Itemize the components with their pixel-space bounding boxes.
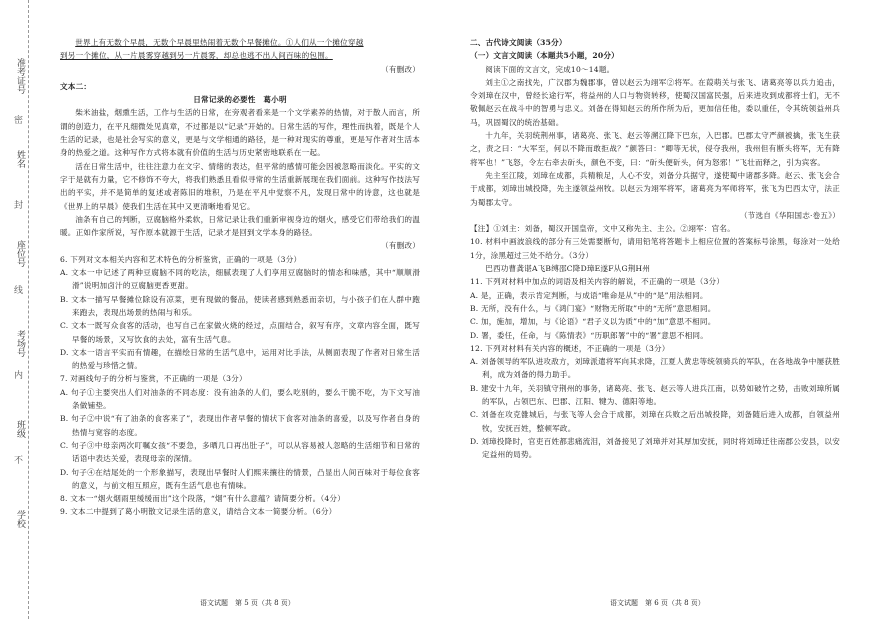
binding-label: 座位号	[15, 240, 25, 267]
q11-option: A. 是，正确，表示肯定判断，与成语“唯命是从”中的“是”用法相同。	[470, 290, 708, 300]
binding-label: 班级	[15, 420, 25, 438]
q7-option: A. 句子①主要突出人们对油条的不同态度：没有油条的人们，要么吃别的，要么干脆不吃，为下文写油条做铺垫。	[60, 387, 420, 411]
q11-option: B. 无所，没有什么，与《鸿门宴》“财物无所取”中的“无所”意思相同。	[470, 303, 716, 313]
text2-paragraph: 油条有自己的判断，豆腐脑格外柔软，日常记录让我们重新审视身边的烟火，感受它们带给我们的温暖。正如作家所说，写作原本就源于生活，记录才是回到文学本身的路径。	[60, 214, 420, 238]
section-title: 二、古代诗文阅读（35分）	[470, 38, 567, 47]
binding-label: 准考证号	[15, 58, 25, 94]
seal-char: 不	[12, 455, 22, 464]
left-footer: 语文试题 第 5 页（共 8 页）	[200, 599, 295, 607]
question-9: 9. 文本二中提到了葛小明散文记录生活的意义，请结合文本一简要分析。（6分）	[60, 507, 337, 517]
binding-label: 学校	[15, 510, 25, 528]
text2-paragraph: 柴米油盐，烟熏生活，工作与生活的日常，在旁观者看来是一个文学素养的热情，对于散人而言，所谓的创造力，在平凡细微处见真章，不过都是以“记录”开始的。日常生活的写作，理性而执着，既是个人生活的记录，也是社会写实的意义，更是与文学相通的路径，是一种对现实的尊重，更是写作者对生活本身的热爱之道。这种写作方式将本就有价值的生活与历史紧密地联系在一起。	[60, 108, 420, 158]
text1-note: （有删改）	[381, 64, 420, 74]
question-8: 8. 文本一“烟火烟雨里缓缓而出”这个段落，“烟”有什么意蕴？请简要分析。（4分）	[60, 494, 346, 504]
classical-paragraph: 十九年，关羽统荆州事，诸葛亮、张飞、赵云等溯江降下巴东，入巴郡。巴郡太守严颜被擒，张飞生获之，责之曰：“大军至，何以不降而敢拒战？”颜答曰：“卿等无状，侵夺我州，我州但有断头将军，无有降将军也！”飞怒，令左右牵去斫头，颜色不变，曰：“斫头便斫头，何为怒邪！”飞壮而释之，引为宾客。	[470, 131, 840, 167]
binding-label: 考场号	[15, 330, 25, 357]
text2-note: （有删改）	[381, 241, 420, 251]
classical-paragraph: 先主至江陵，刘璋在成都，兵精粮足，人心不安，刘备分兵据守，遂使蜀中诸郡多降。赵云、张飞会合于成都，刘璋出城投降，先主遂领益州牧。以赵云为翊军将军，诸葛亮为军师将军，张飞为巴西太守，法正为蜀郡太守。	[470, 170, 840, 207]
question-7: 7. 对画线句子的分析与鉴赏，不正确的一项是（3分）	[60, 374, 247, 384]
annotation-note: 【注】①刘主：刘备，蜀汉开国皇帝，文中又称先主、主公。②翊军：官名。	[470, 224, 735, 234]
q12-option: D. 刘璋投降时，官吏百姓都悲痛流泪，刘备接见了刘璋并对其厚加安抚，同时将刘璋迁往南郡公安县，以安定益州的局势。	[470, 436, 840, 460]
q11-option: D. 署，委任，任命，与《陈情表》“历职郎署”中的“署”意思不相同。	[470, 330, 709, 340]
binding-margin	[0, 0, 29, 619]
text2-label: 文本二：	[60, 81, 92, 91]
seal-char: 封	[12, 200, 22, 209]
q10-sentence: 巴西功曹龚谌A飞B缚邵C降D璋E遂F从G荆H州	[485, 264, 651, 274]
text2-title: 日常记录的必要性 葛小明	[193, 95, 287, 105]
source-note: （节选自《华阳国志·卷五》）	[739, 210, 840, 220]
left-page	[60, 36, 420, 519]
q6-option: D. 文本一语言平实而有情趣，在描绘日常的生活气息中，运用对比手法，从侧面表现了作者对日常生活的热爱与珍惜之情。	[60, 347, 420, 371]
q6-option: A. 文本一中记述了两种豆腐脑不同的吃法，细腻表现了人们享用豆腐脑时的情态和味感，其中“顺顺滑滑”说明加卤汁的豆腐脑更香更甜。	[60, 268, 420, 291]
text2-paragraph: 活在日常生活中，往往注意力在文字、情绪的表达，但平常的感情可能会因被忽略而淡化。平实的文字于是就有力量，它不修饰不夸大，将我们熟悉且看似寻常的生活重新展现在我们面前。这种写作技法写出的平实，并不是简单的复述或者陈旧的堆积，乃是在平凡中觉察不凡，发现日常中的诗意，这也就是《世界上的早晨》使我们生活在其中又更清晰地看见它。	[60, 161, 420, 211]
question-6: 6. 下列对文本相关内容和艺术特色的分析鉴赏，正确的一项是（3分）	[60, 254, 302, 264]
q11-option: C. 加，施加，增加，与《论语》“君子义以为质”中的“加”意思不相同。	[470, 317, 716, 327]
seal-char: 内	[12, 370, 22, 379]
question-12: 12. 下列对材料有关内容的概述，不正确的一项是（3分）	[470, 343, 670, 353]
right-footer: 语文试题 第 6 页（共 8 页）	[610, 599, 705, 607]
q7-option: D. 句子④在结尾处的一个形象描写，表现出早餐时人们熙来攘往的情景，凸显出人间百味对于每位食客的意义，与前文相互照应，既有生活气息也有情味。	[60, 467, 420, 490]
q12-option: B. 建安十九年，关羽镇守荆州的事务，诸葛亮、张飞、赵云等人进兵江南，以势如破竹之势，击败刘璋所属的军队，占领巴东、巴郡、江阳、犍为、德阳等地。	[470, 383, 840, 407]
q7-option: C. 句子③中母亲两次叮嘱女孩“不要急，多晒几口再出肚子”，可以从容易被人忽略的生活细节和日常的话语中表达关爱，表现母亲的深情。	[60, 440, 420, 464]
q7-option: B. 句子②中说“有了油条的食客来了”，表现出作者早餐的情状下食客对油条的喜爱，以及写作者自身的热情与宽容的态度。	[60, 414, 420, 437]
text1-line: 世界上有无数个早晨，无数个早晨里热闹着无数个早餐摊位。①人们从一个摊位穿越	[75, 38, 364, 47]
classical-paragraph: 刘主①之南找先，广汉郡为魏郡事，曾以赵云为翊军②将军。在葭萌关与张飞、诸葛亮等以兵力追击，令刘璋在汉中，曾经长途行军，将益州的人口与物资转移，使蜀汉国富民强，后来进攻到成都将士们，无不敬佩赵云在战斗中的智勇与忠义。刘备在得知赵云的所作所为后，更加信任他，委以重任，令其统领益州兵马，巩固蜀汉的统治基础。	[470, 77, 840, 127]
instructions: 阅读下面的文言文，完成10～14题。	[485, 64, 615, 74]
text1-line: 到另一个摊位，从一片晨雾穿越到另一片晨雾，却总也逃不出人间百味的包围。	[60, 51, 333, 61]
q6-option: C. 文本一既写众食客的活动，也写自己在家做火烧的经过，点面结合，叙写有序，文章内容全面，既写早餐的场景，又写饮食的去处，富有生活气息。	[60, 321, 420, 344]
subsection-title: （一）文言文阅读（本题共5小题，20分）	[470, 51, 619, 61]
q12-option: C. 刘备在攻克雒城后，与张飞等人会合于成都，刘璋在兵败之后出城投降，刘备随后进入成都，自领益州牧，安抚百姓，整顿军政。	[470, 410, 840, 433]
seal-char: 密	[12, 115, 22, 124]
question-11: 11. 下列对材料中加点的词语及相关内容的解说，不正确的一项是（3分）	[470, 277, 725, 287]
right-page	[470, 36, 840, 462]
q6-option: B. 文本一描写早餐摊位除设有凉菜，更有现做的餐品，使读者感到熟悉而亲切，与小孩子们在人群中跑来跑去，表现出场景的热闹与和乐。	[60, 294, 420, 317]
q12-option: A. 刘备领导的军队进攻敌方，刘璋派遣将军向其求降，江夏人黄忠等统领骑兵的军队，在各地战争中屡获胜利，成为刘备的得力助手。	[470, 357, 840, 380]
binding-label: 姓名	[15, 150, 25, 168]
question-10: 10. 材料中画波浪线的部分有三处需要断句，请用铅笔将答题卡上相应位置的答案标号涂黑，每涂对一处给1分，涂黑超过三处不给分。（3分）	[470, 237, 840, 260]
seal-char: 线	[12, 285, 22, 294]
